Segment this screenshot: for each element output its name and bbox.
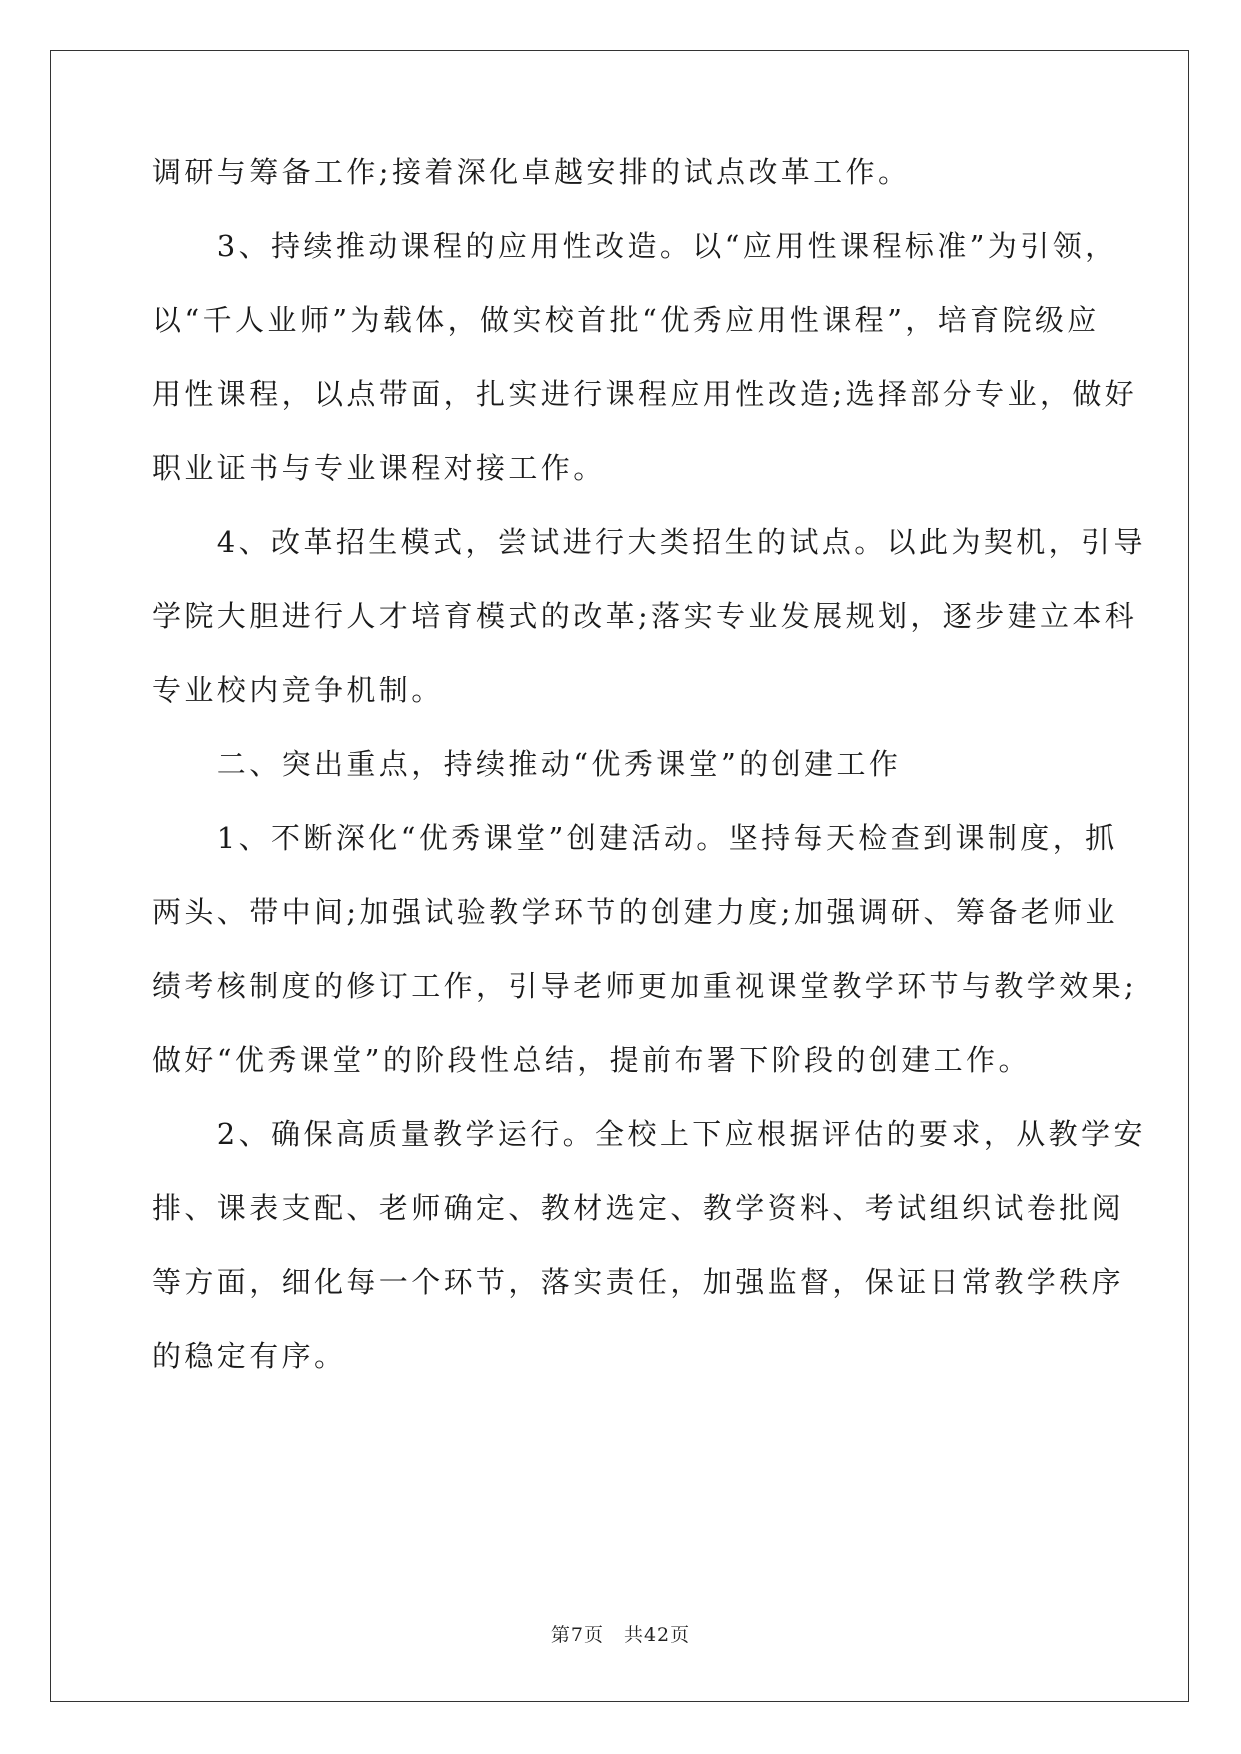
text-line: 用性课程，以点带面，扎实进行课程应用性改造;选择部分专业，做好 — [152, 377, 1138, 411]
text-line: 专业校内竞争机制。 — [152, 673, 444, 707]
page-border — [50, 50, 1189, 1702]
text-line: 2、确保高质量教学运行。全校上下应根据评估的要求，从教学安 — [152, 1117, 1146, 1151]
text-line: 职业证书与专业课程对接工作。 — [152, 451, 606, 485]
text-line: 1、不断深化“优秀课堂”创建活动。坚持每天检查到课制度，抓 — [152, 821, 1118, 855]
text-line: 4、改革招生模式，尝试进行大类招生的试点。以此为契机，引导 — [152, 525, 1146, 559]
section-heading: 二、突出重点，持续推动“优秀课堂”的创建工作 — [152, 747, 902, 781]
text-line: 绩考核制度的修订工作，引导老师更加重视课堂教学环节与教学效果; — [152, 969, 1138, 1003]
text-line: 两头、带中间;加强试验教学环节的创建力度;加强调研、筹备老师业 — [152, 895, 1118, 929]
text-line: 排、课表支配、老师确定、教材选定、教学资料、考试组织试卷批阅 — [152, 1191, 1125, 1225]
page-number: 第7页 共42页 — [550, 1624, 691, 1646]
text-line: 学院大胆进行人才培育模式的改革;落实专业发展规划，逐步建立本科 — [152, 599, 1138, 633]
text-line: 以“千人业师”为载体，做实校首批“优秀应用性课程”，培育院级应 — [152, 303, 1100, 337]
text-line: 的稳定有序。 — [152, 1339, 347, 1373]
text-line: 等方面，细化每一个环节，落实责任，加强监督，保证日常教学秩序 — [152, 1265, 1125, 1299]
text-line: 3、持续推动课程的应用性改造。以“应用性课程标准”为引领， — [152, 229, 1118, 263]
text-line: 做好“优秀课堂”的阶段性总结，提前布署下阶段的创建工作。 — [152, 1043, 1031, 1077]
text-line: 调研与筹备工作;接着深化卓越安排的试点改革工作。 — [152, 155, 911, 189]
